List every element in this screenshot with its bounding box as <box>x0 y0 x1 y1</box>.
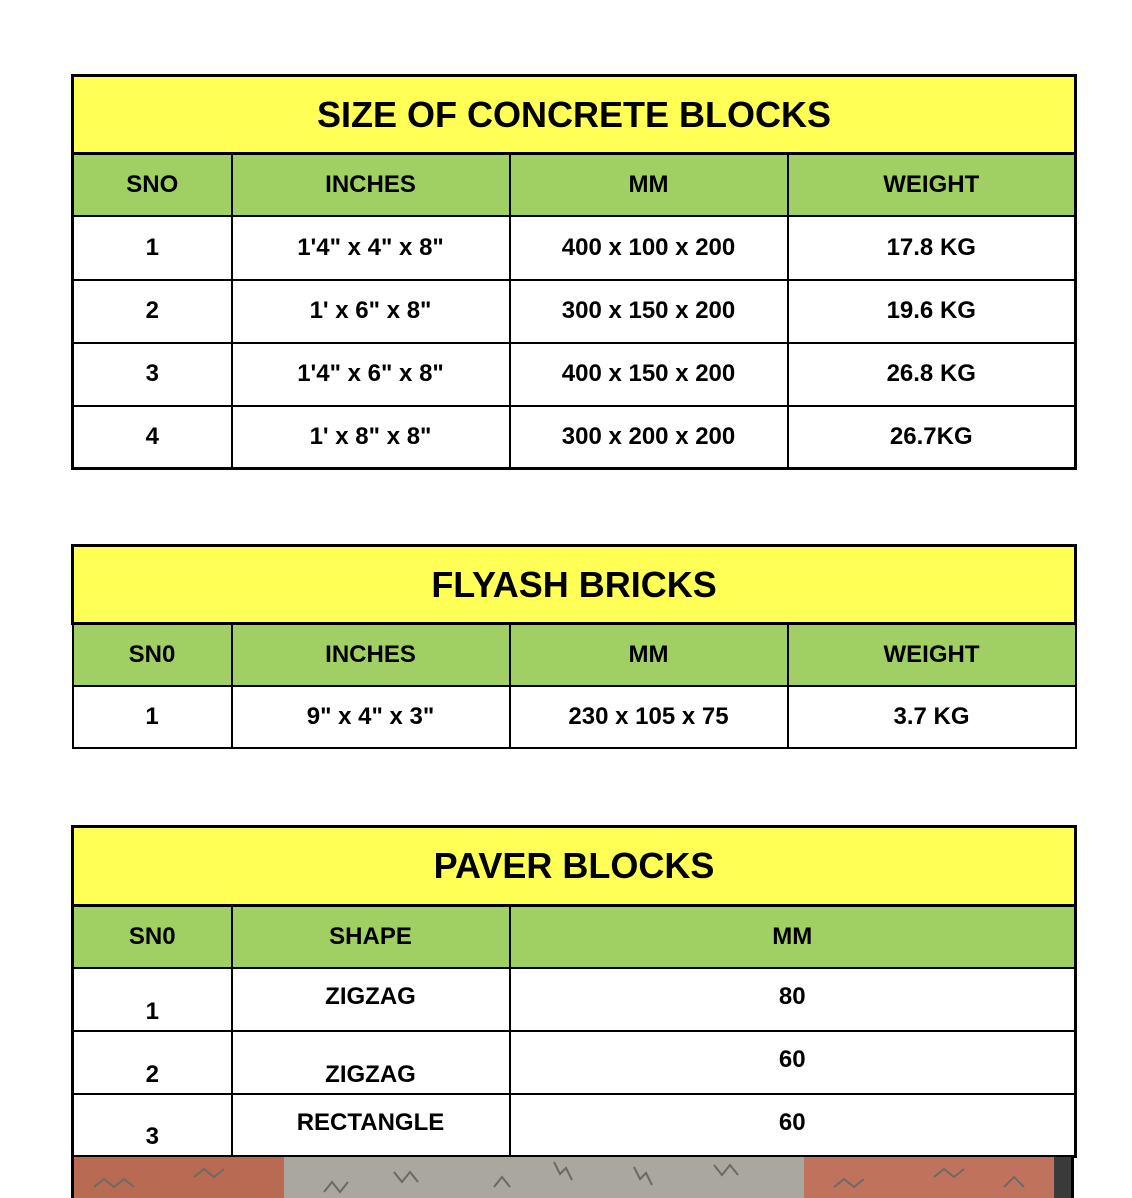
col-header-sno: SNO <box>73 154 232 216</box>
table-row <box>73 406 1076 469</box>
cell-sno: 1 <box>73 686 232 748</box>
cell-sno: 1 <box>73 968 232 1031</box>
table-row <box>73 968 1076 1031</box>
table-row <box>73 280 1076 343</box>
col-header-inches: INCHES <box>232 154 510 216</box>
cell-mm: 60 <box>510 1094 1076 1157</box>
table-row <box>73 686 1076 748</box>
col-header-mm: MM <box>510 624 788 686</box>
paver-blocks-photo <box>71 1157 1074 1198</box>
cell-mm: 230 x 105 x 75 <box>510 686 788 748</box>
col-header-inches: INCHES <box>232 624 510 686</box>
cell-weight: 17.8 KG <box>788 216 1076 280</box>
cell-weight: 3.7 KG <box>788 686 1076 748</box>
table-row <box>73 343 1076 406</box>
cell-shape: RECTANGLE <box>232 1094 510 1157</box>
cell-weight: 26.8 KG <box>788 343 1076 406</box>
cell-inches: 9" x 4" x 3" <box>232 686 510 748</box>
cell-inches: 1'4" x 6" x 8" <box>232 343 510 406</box>
cell-shape: ZIGZAG <box>232 1031 510 1094</box>
table-row <box>73 216 1076 280</box>
cell-sno: 3 <box>73 343 232 406</box>
col-header-sno: SN0 <box>73 906 232 968</box>
cell-mm: 60 <box>510 1031 1076 1094</box>
col-header-shape: SHAPE <box>232 906 510 968</box>
cell-mm: 80 <box>510 968 1076 1031</box>
cell-inches: 1' x 6" x 8" <box>232 280 510 343</box>
col-header-weight: WEIGHT <box>788 624 1076 686</box>
cell-inches: 1' x 8" x 8" <box>232 406 510 469</box>
paver-pattern-graphic <box>74 1157 1074 1198</box>
cell-shape: ZIGZAG <box>232 968 510 1031</box>
cell-sno: 2 <box>73 1031 232 1094</box>
cell-mm: 300 x 150 x 200 <box>510 280 788 343</box>
cell-sno: 1 <box>73 216 232 280</box>
col-header-mm: MM <box>510 906 1076 968</box>
cell-mm: 400 x 150 x 200 <box>510 343 788 406</box>
paver-title: PAVER BLOCKS <box>73 827 1076 906</box>
paver-blocks-table <box>71 825 1074 1158</box>
cell-sno: 4 <box>73 406 232 469</box>
col-header-mm: MM <box>510 154 788 216</box>
cell-sno: 2 <box>73 280 232 343</box>
table-row <box>73 1094 1076 1157</box>
concrete-blocks-table <box>71 74 1074 470</box>
col-header-weight: WEIGHT <box>788 154 1076 216</box>
cell-sno: 3 <box>73 1094 232 1157</box>
cell-mm: 300 x 200 x 200 <box>510 406 788 469</box>
table-row <box>73 1031 1076 1094</box>
col-header-sno: SN0 <box>73 624 232 686</box>
cell-weight: 26.7KG <box>788 406 1076 469</box>
concrete-title: SIZE OF CONCRETE BLOCKS <box>73 76 1076 154</box>
cell-inches: 1'4" x 4" x 8" <box>232 216 510 280</box>
cell-mm: 400 x 100 x 200 <box>510 216 788 280</box>
flyash-bricks-table <box>71 544 1074 749</box>
flyash-title: FLYASH BRICKS <box>73 546 1076 624</box>
cell-weight: 19.6 KG <box>788 280 1076 343</box>
